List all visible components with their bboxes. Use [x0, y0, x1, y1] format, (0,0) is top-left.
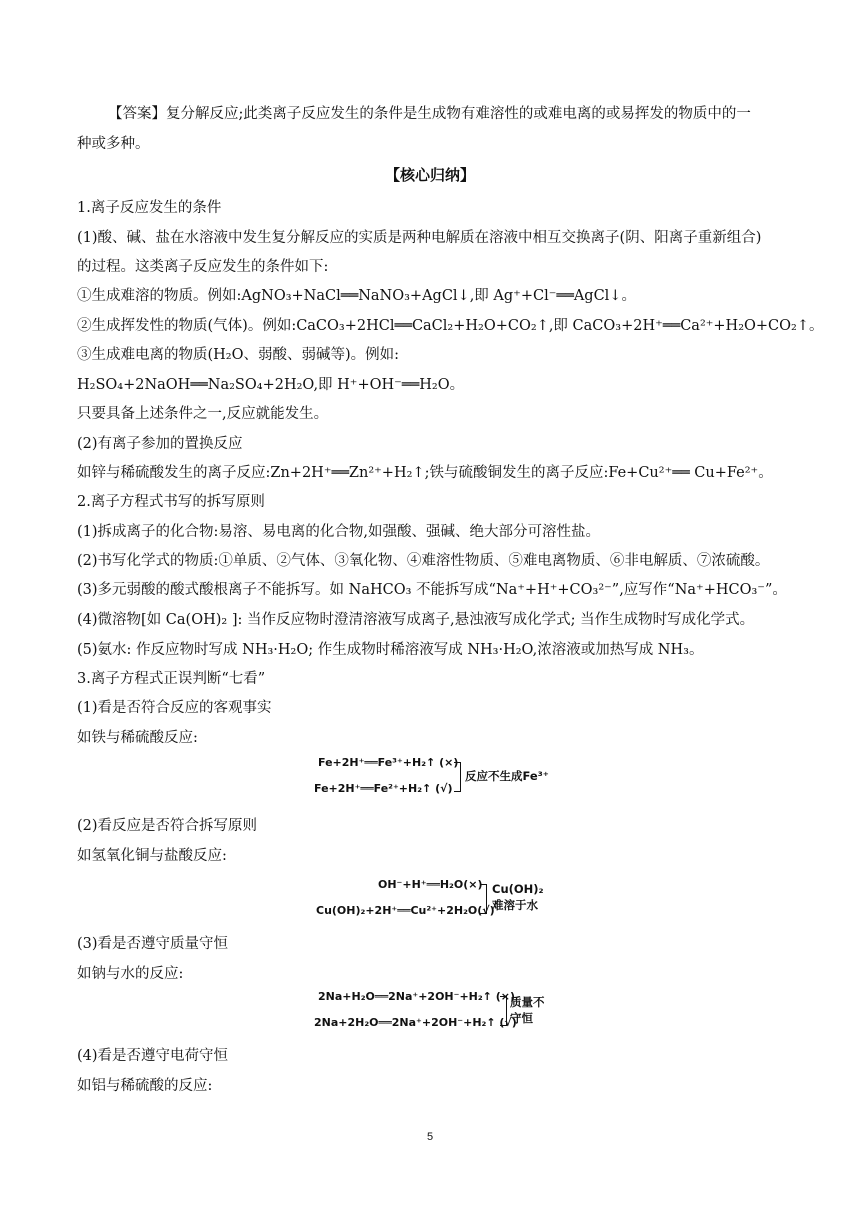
check-4: (4)看是否遵守电荷守恒 — [77, 1048, 229, 1064]
paragraph-2-example: 如锌与稀硫酸发生的离子反应:Zn+2H⁺══Zn²⁺+H₂↑;铁与硫酸铜发生的离子反应:Fe+Cu²⁺══ Cu+Fe²⁺。 — [77, 465, 773, 481]
section-heading: 【核心归纳】 — [384, 166, 475, 184]
answer-label: 【答案】 — [108, 106, 166, 122]
rule-2: (2)书写化学式的物质:①单质、②气体、③氧化物、④难溶性物质、⑤难电离物质、⑥非电解质、⑦浓硫酸。 — [77, 553, 770, 569]
figure-1-correct-equation: Fe+2H⁺══Fe²⁺+H₂↑ (√) — [314, 782, 453, 795]
figure-2-note-1: Cu(OH)₂ — [492, 882, 544, 896]
figure-3-wrong-equation: 2Na+H₂O══2Na⁺+2OH⁻+H₂↑ (×) — [318, 990, 516, 1003]
figure-3-bracket — [500, 996, 507, 1026]
figure-2-note-2: 难溶于水 — [492, 898, 538, 912]
equation-figure-3 — [314, 990, 574, 1036]
figure-1-wrong-equation: Fe+2H⁺══Fe³⁺+H₂↑ (×) — [318, 756, 459, 769]
rule-3: (3)多元弱酸的酸式酸根离子不能拆写。如 NaHCO₃ 不能拆写成“Na⁺+H⁺+CO₃²⁻”,应写作“Na⁺+HCO₃⁻”。 — [77, 582, 787, 598]
check-2: (2)看反应是否符合拆写原则 — [77, 818, 258, 834]
figure-1-bracket — [454, 762, 461, 792]
check-3: (3)看是否遵守质量守恒 — [77, 936, 229, 952]
section-1-title: 1.离子反应发生的条件 — [77, 200, 222, 216]
rule-5: (5)氨水: 作反应物时写成 NH₃·H₂O; 作生成物时稀溶液写成 NH₃·H₂O,浓溶液或加热写成 NH₃。 — [77, 642, 704, 658]
rule-4: (4)微溶物[如 Ca(OH)₂ ]: 当作反应物时澄清溶液写成离子,悬浊液写成化学式; 当作生成物时写成化学式。 — [77, 612, 755, 628]
paragraph-2: (2)有离子参加的置换反应 — [77, 436, 243, 452]
paragraph-1a: (1)酸、碱、盐在水溶液中发生复分解反应的实质是两种电解质在溶液中相互交换离子(阴、阳离子重新组合) — [77, 230, 762, 246]
paragraph-1b: 的过程。这类离子反应发生的条件如下: — [77, 259, 329, 275]
page-number: 5 — [426, 1131, 434, 1143]
check-1-example: 如铁与稀硫酸反应: — [77, 730, 198, 746]
condition-3: ③生成难电离的物质(H₂O、弱酸、弱碱等)。例如: — [77, 347, 400, 363]
figure-2-correct-equation: Cu(OH)₂+2H⁺══Cu²⁺+2H₂O(√) — [316, 904, 495, 917]
summary-line: 只要具备上述条件之一,反应就能发生。 — [77, 406, 329, 422]
answer-line-1 — [108, 104, 818, 124]
figure-1-note: 反应不生成Fe³⁺ — [465, 769, 549, 783]
section-2-title: 2.离子方程式书写的拆写原则 — [77, 494, 265, 510]
condition-3-equation: H₂SO₄+2NaOH══Na₂SO₄+2H₂O,即 H⁺+OH⁻══H₂O。 — [77, 377, 465, 393]
equation-figure-2 — [316, 876, 556, 924]
figure-3-note-2: 守恒 — [510, 1011, 533, 1025]
condition-2: ②生成挥发性的物质(气体)。例如:CaCO₃+2HCl══CaCl₂+H₂O+CO₂↑,即 CaCO₃+2H⁺══Ca²⁺+H₂O+CO₂↑。 — [77, 318, 824, 334]
check-4-example: 如铝与稀硫酸的反应: — [77, 1078, 213, 1094]
rule-1: (1)拆成离子的化合物:易溶、易电离的化合物,如强酸、强碱、绝大部分可溶性盐。 — [77, 524, 601, 540]
condition-1: ①生成难溶的物质。例如:AgNO₃+NaCl══NaNO₃+AgCl↓,即 Ag⁺+Cl⁻══AgCl↓。 — [77, 288, 636, 304]
answer-line-2: 种或多种。 — [77, 136, 150, 152]
figure-2-wrong-equation: OH⁻+H⁺══H₂O(×) — [378, 878, 483, 891]
section-3-title: 3.离子方程式正误判断“七看” — [77, 671, 266, 687]
figure-3-note-1: 质量不 — [510, 995, 545, 1009]
figure-2-bracket — [480, 884, 487, 914]
check-3-example: 如钠与水的反应: — [77, 966, 184, 982]
check-1: (1)看是否符合反应的客观事实 — [77, 700, 272, 716]
answer-text-1: 复分解反应;此类离子反应发生的条件是生成物有难溶性的或难电离的或易挥发的物质中的一 — [166, 106, 751, 122]
figure-3-correct-equation: 2Na+2H₂O══2Na⁺+2OH⁻+H₂↑ (√) — [314, 1016, 517, 1029]
check-2-example: 如氢氧化铜与盐酸反应: — [77, 848, 227, 864]
equation-figure-1 — [314, 756, 558, 802]
